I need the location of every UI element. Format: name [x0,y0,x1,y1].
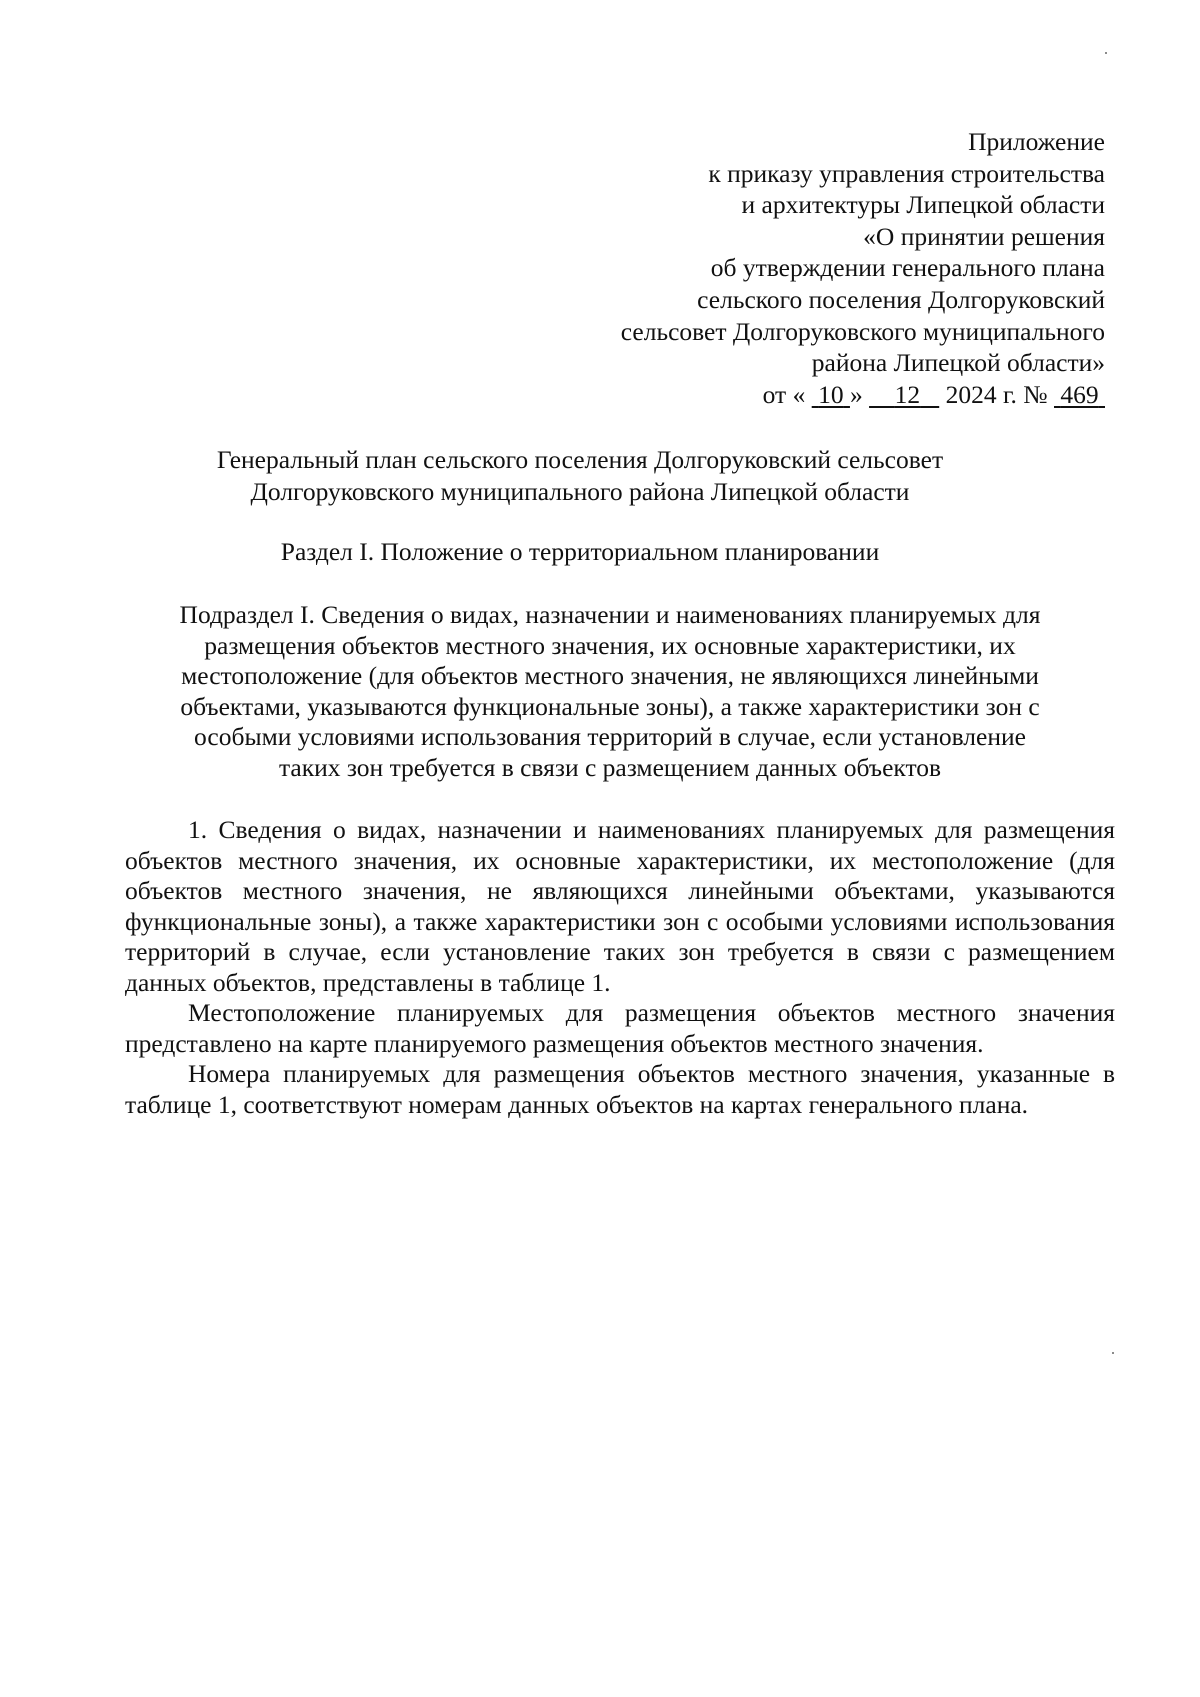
subsection-title-line: особыми условиями использования территорий в случае, если установление [194,722,1026,751]
document-title [140,444,1020,507]
appendix-line: об утверждении генерального плана [710,253,1105,283]
appendix-line: Приложение [968,127,1105,156]
order-day: 10 [818,379,844,409]
document-title-line: Долгоруковского муниципального района Липецкой области [250,476,910,506]
subsection-title-line: местоположение (для объектов местного значения, не являющихся линейными [181,661,1039,690]
appendix-line: района Липецкой области» [811,348,1105,378]
scan-speck [1105,52,1107,54]
appendix-line: и архитектуры Липецкой области [741,190,1105,220]
document-title-line: Генеральный план сельского поселения Долгоруковский сельсовет [216,445,944,474]
paragraph: Номера планируемых для размещения объектов местного значения, указанные в таблице 1, соответствуют номерам данных объектов на картах генерального плана. [125,1059,1115,1119]
order-date-line [545,379,1105,411]
body-text [125,815,1115,1120]
subsection-title-line: объектами, указываются функциональные зоны), а также характеристики зон с [180,691,1040,721]
section-title: Раздел I. Положение о территориальном планировании [280,537,880,566]
appendix-line: сельского поселения Долгоруковский [697,284,1105,314]
appendix-line: сельсовет Долгоруковского муниципального [620,316,1105,346]
paragraph: 1. Сведения о видах, назначении и наименованиях планируемых для размещения объектов местного значения, их основные характеристики, их местоположение (для объектов местного значения, не являющихся линейными объектами, указываются функциональные зоны), а также характеристики зон с особыми условиями использования территорий в случае, если установление таких зон требуется в связи с размещением данных объектов, представлены в таблице 1. [125,815,1115,997]
scan-speck [1112,1352,1114,1354]
appendix-header [545,126,1105,410]
paragraph: Местоположение планируемых для размещения объектов местного значения представлено на карте планируемого размещения объектов местного значения. [125,998,1115,1058]
subsection-title-line: Подраздел I. Сведения о видах, назначении и наименованиях планируемых для [179,600,1041,629]
order-month: 12 [894,379,921,409]
order-year: 2024 г. № [945,379,1048,409]
appendix-line: к приказу управления строительства [708,158,1105,188]
date-prefix: от « [762,379,806,409]
order-number: 469 [1060,379,1099,409]
subsection-title-line: размещения объектов местного значения, их основные характеристики, их [204,630,1016,660]
subsection-title [120,600,1100,783]
date-quote-close: » [849,379,863,409]
appendix-line: «О принятии решения [863,221,1105,251]
subsection-title-line: таких зон требуется в связи с размещением данных объектов [278,752,942,782]
